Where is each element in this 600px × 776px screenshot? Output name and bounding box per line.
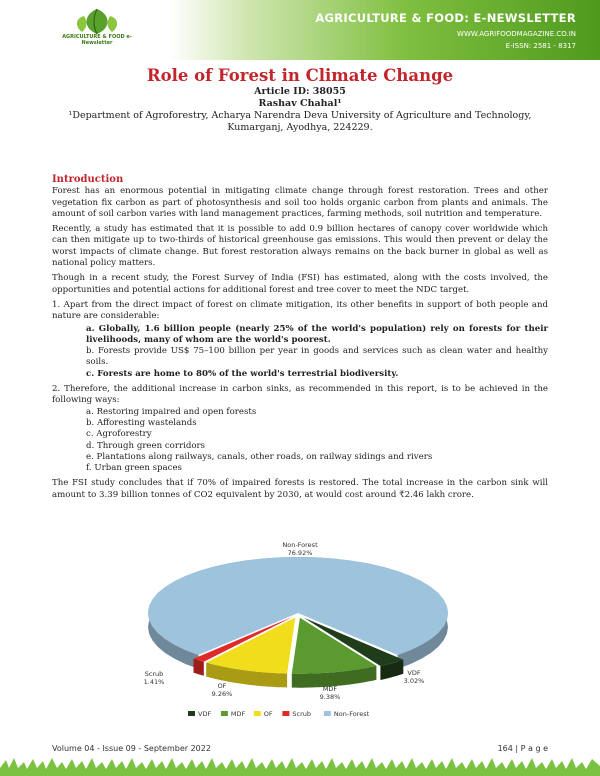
legend-label-non-forest: Non-Forest [333,710,370,718]
data-label: 3.02% [403,677,425,685]
data-label: MDF [322,685,338,693]
author-name: Rashav Chahal¹ [258,98,342,109]
benefit-a: a. Globally, 1.6 billion people (nearly 25% of the world's population) rely on forests for their livelihoods, many of whom are the world's poorest. [86,323,548,345]
list-item: d. Through green corridors [86,440,206,451]
article-id: Article ID: 38055 [254,86,346,97]
article-body [52,174,548,505]
grass-decoration-icon [0,756,600,776]
benefit-list [86,324,548,380]
paragraph-3: Though in a recent study, the Forest Survey of India (FSI) has estimated, along with the costs involved, the opportunities and potential actions for additional forest and tree cover to meet the NDC target. [52,273,548,295]
pie-chart-svg [140,535,460,725]
leaf-logo-icon [62,6,132,36]
paragraph-6: The FSI study concludes that if 70% of impaired forests is restored. The total increase in the carbon sink will amount to 3.39 billion tonnes of CO2 equivalent by 2030, at would cost around ₹2.46 lakh crore. [52,478,548,500]
data-label: 9.26% [211,690,233,698]
legend-label-scrub: Scrub [292,710,312,718]
newsletter-logo [62,6,132,56]
benefit-b: b. Forests provide US$ 75–100 billion per year in goods and services such as clean water and healthy soils. [86,346,548,368]
data-label: Non-Forest [282,541,318,549]
paragraph-5: 2. Therefore, the additional increase in carbon sinks, as recommended in this report, is to be achieved in the following ways: [52,384,548,406]
legend-swatch-non-forest [324,711,331,716]
list-item: e. Plantations along railways, canals, other roads, on railway sidings and rivers [86,451,433,462]
affiliation-line-1: ¹Department of Agroforestry, Acharya Narendra Deva University of Agriculture and Technology, [68,110,532,121]
list-item: f. Urban green spaces [86,463,182,474]
logo-text: AGRICULTURE & FOOD e-Newsletter [62,34,132,46]
legend-label-mdf: MDF [230,710,246,718]
data-label: VDF [407,669,421,677]
legend-label-of: OF [263,710,273,718]
list-item: a. Restoring impaired and open forests [86,406,257,417]
newsletter-title: AGRICULTURE & FOOD: E-NEWSLETTER [315,11,576,25]
data-label: 1.41% [143,678,165,686]
newsletter-issn: E-ISSN: 2581 - 8317 [505,42,576,50]
paragraph-2: Recently, a study has estimated that it is possible to add 0.9 billion hectares of canopy cover worldwide which can then mitigate up to two-thirds of historical greenhouse gas emissions. This would then prevent or delay the worst impacts of climate change. But forest restoration always remains on the back burner in global as well as national policy matters. [52,224,548,269]
legend-swatch-vdf [188,711,195,716]
footer-issue: Volume 04 - Issue 09 - September 2022 [52,744,211,753]
ways-list [86,407,548,475]
list-item: c. Agroforestry [86,429,152,440]
legend-swatch-of [254,711,261,716]
data-label: 76.92% [287,549,313,557]
article-meta [0,86,600,134]
forest-cover-pie-chart [140,535,460,725]
affiliation-line-2: Kumarganj, Ayodhya, 224229. [227,122,373,133]
newsletter-website[interactable]: WWW.AGRIFOODMAGAZINE.CO.IN [457,30,576,38]
footer-page-number: 164 | P a g e [497,744,548,753]
legend-label-vdf: VDF [198,710,212,718]
data-label: Scrub [144,670,164,678]
data-label: 9.38% [319,693,341,701]
section-heading: Introduction [52,174,124,185]
paragraph-1: Forest has an enormous potential in mitigating climate change through forest restoration. Trees and other vegetation fix carbon as part of photosynthesis and soil too holds organic carbon from plants and animals. The amount of soil carbon varies with land management practices, farming methods, soil nutrition and temperature. [52,186,548,219]
list-item: b. Afforesting wastelands [86,417,197,428]
benefit-c: c. Forests are home to 80% of the world's terrestrial biodiversity. [86,368,399,379]
data-label: OF [217,682,227,690]
legend-swatch-mdf [221,711,228,716]
legend-swatch-scrub [282,711,289,716]
paragraph-4: 1. Apart from the direct impact of forest on climate mitigation, its other benefits in support of both people and nature are considerable: [52,299,548,322]
article-title: Role of Forest in Climate Change [146,66,454,85]
header [0,0,600,60]
